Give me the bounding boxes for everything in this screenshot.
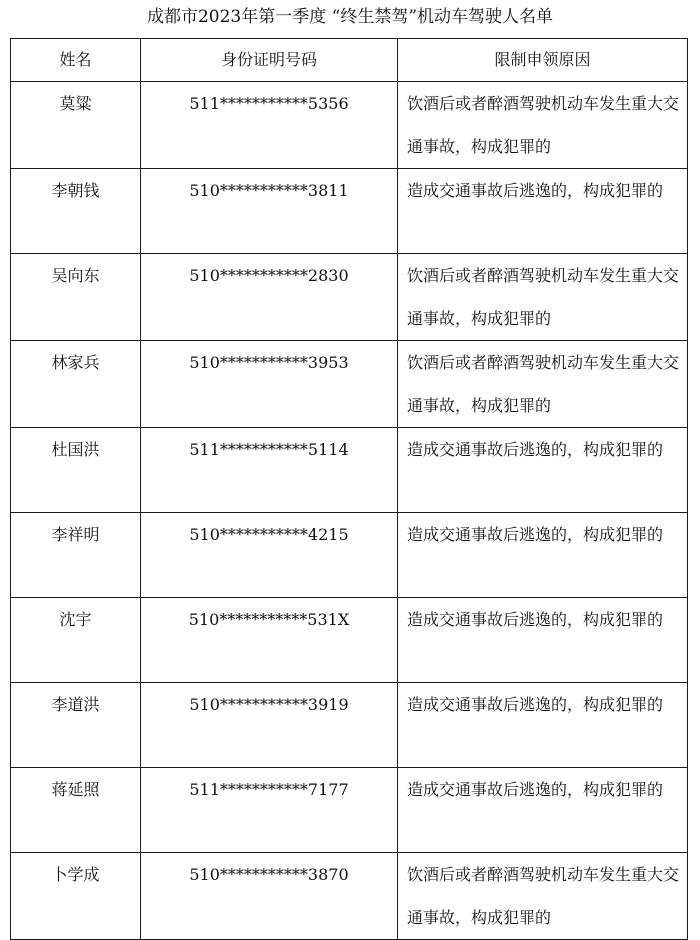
cell-name: 蒋延照 [11, 768, 141, 853]
driver-list-table [10, 38, 688, 940]
header-name: 姓名 [11, 39, 141, 82]
header-reason: 限制申领原因 [398, 39, 688, 82]
table-row [11, 82, 688, 169]
table-row [11, 254, 688, 341]
cell-id-number: 511***********5356 [141, 82, 398, 169]
cell-reason: 造成交通事故后逃逸的，构成犯罪的 [398, 768, 688, 853]
table-row [11, 341, 688, 428]
cell-name: 李道洪 [11, 683, 141, 768]
cell-reason: 造成交通事故后逃逸的，构成犯罪的 [398, 428, 688, 513]
cell-reason: 造成交通事故后逃逸的，构成犯罪的 [398, 598, 688, 683]
document-title: 成都市2023年第一季度 “终生禁驾”机动车驾驶人名单 [146, 7, 554, 27]
table-row [11, 513, 688, 598]
cell-id-number: 510***********531X [141, 598, 398, 683]
table-row [11, 428, 688, 513]
cell-name: 卜学成 [11, 853, 141, 940]
table-row [11, 169, 688, 254]
cell-name: 林家兵 [11, 341, 141, 428]
cell-name: 李祥明 [11, 513, 141, 598]
cell-reason: 造成交通事故后逃逸的，构成犯罪的 [398, 169, 688, 254]
cell-id-number: 510***********3953 [141, 341, 398, 428]
cell-reason: 饮酒后或者醉酒驾驶机动车发生重大交通事故，构成犯罪的 [398, 254, 688, 341]
table-row [11, 853, 688, 940]
cell-id-number: 510***********3811 [141, 169, 398, 254]
table-header-row [11, 39, 688, 82]
cell-name: 杜国洪 [11, 428, 141, 513]
cell-reason: 造成交通事故后逃逸的，构成犯罪的 [398, 513, 688, 598]
cell-name: 李朝钱 [11, 169, 141, 254]
cell-name: 吴向东 [11, 254, 141, 341]
table-row [11, 683, 688, 768]
cell-name: 莫粱 [11, 82, 141, 169]
cell-id-number: 511***********7177 [141, 768, 398, 853]
cell-reason: 饮酒后或者醉酒驾驶机动车发生重大交通事故，构成犯罪的 [398, 82, 688, 169]
cell-reason: 饮酒后或者醉酒驾驶机动车发生重大交通事故，构成犯罪的 [398, 853, 688, 940]
table-row [11, 598, 688, 683]
cell-reason: 饮酒后或者醉酒驾驶机动车发生重大交通事故，构成犯罪的 [398, 341, 688, 428]
cell-id-number: 510***********3870 [141, 853, 398, 940]
cell-id-number: 510***********4215 [141, 513, 398, 598]
cell-id-number: 510***********3919 [141, 683, 398, 768]
cell-id-number: 510***********2830 [141, 254, 398, 341]
header-id-number: 身份证明号码 [141, 39, 398, 82]
cell-reason: 造成交通事故后逃逸的，构成犯罪的 [398, 683, 688, 768]
table-row [11, 768, 688, 853]
cell-id-number: 511***********5114 [141, 428, 398, 513]
cell-name: 沈宇 [11, 598, 141, 683]
